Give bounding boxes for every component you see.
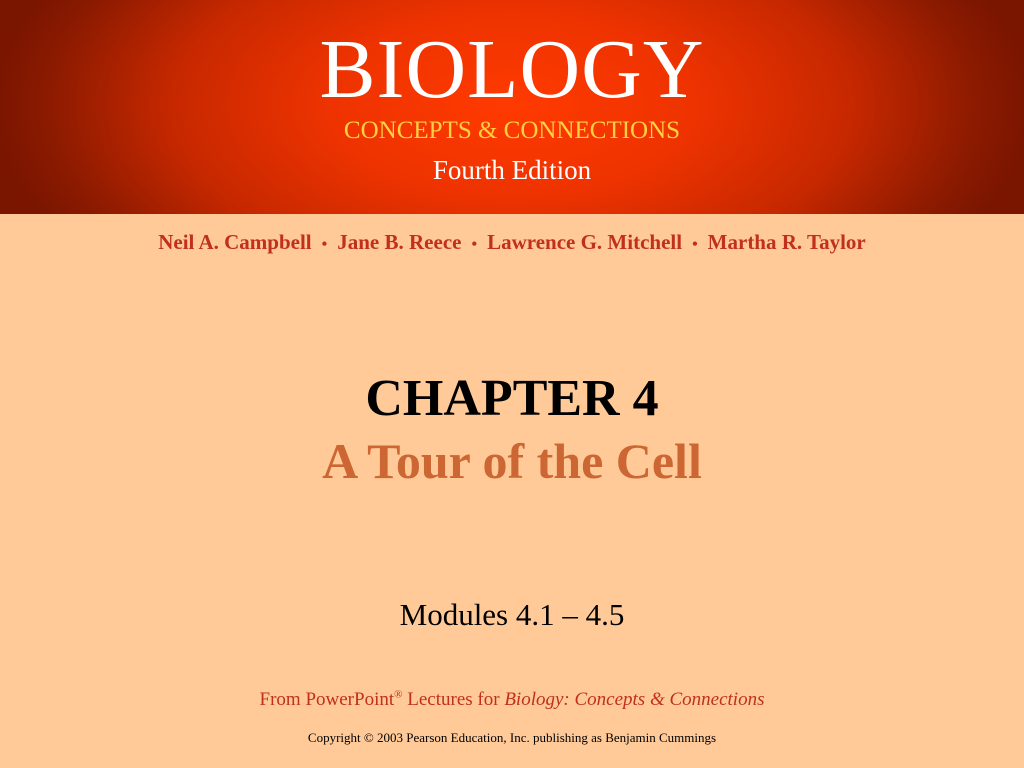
title-banner: [0, 0, 1024, 214]
author-separator: •: [321, 236, 328, 253]
source-prefix: From PowerPoint: [259, 689, 395, 710]
author-separator: •: [692, 236, 698, 253]
source-book-title: Biology: Concepts & Connections: [504, 689, 765, 710]
book-subtitle: CONCEPTS & CONNECTIONS: [343, 117, 681, 144]
author-name: Jane B. Reece: [337, 230, 462, 254]
book-edition: Fourth Edition: [432, 155, 592, 185]
chapter-number: CHAPTER 4: [365, 370, 659, 427]
author-name: Lawrence G. Mitchell: [487, 230, 683, 254]
author-name: Neil A. Campbell: [158, 230, 312, 254]
author-list: [0, 229, 1024, 258]
source-credit: [0, 688, 1024, 712]
registered-mark: ®: [394, 688, 403, 701]
source-middle: Lectures for: [402, 689, 505, 710]
book-title: BIOLOGY: [319, 23, 705, 116]
chapter-title: A Tour of the Cell: [322, 433, 702, 489]
author-name: Martha R. Taylor: [707, 230, 866, 254]
copyright-notice: Copyright © 2003 Pearson Education, Inc. publishing as Benjamin Cummings: [307, 730, 717, 745]
modules-range: Modules 4.1 – 4.5: [399, 597, 625, 632]
author-separator: •: [471, 236, 478, 253]
